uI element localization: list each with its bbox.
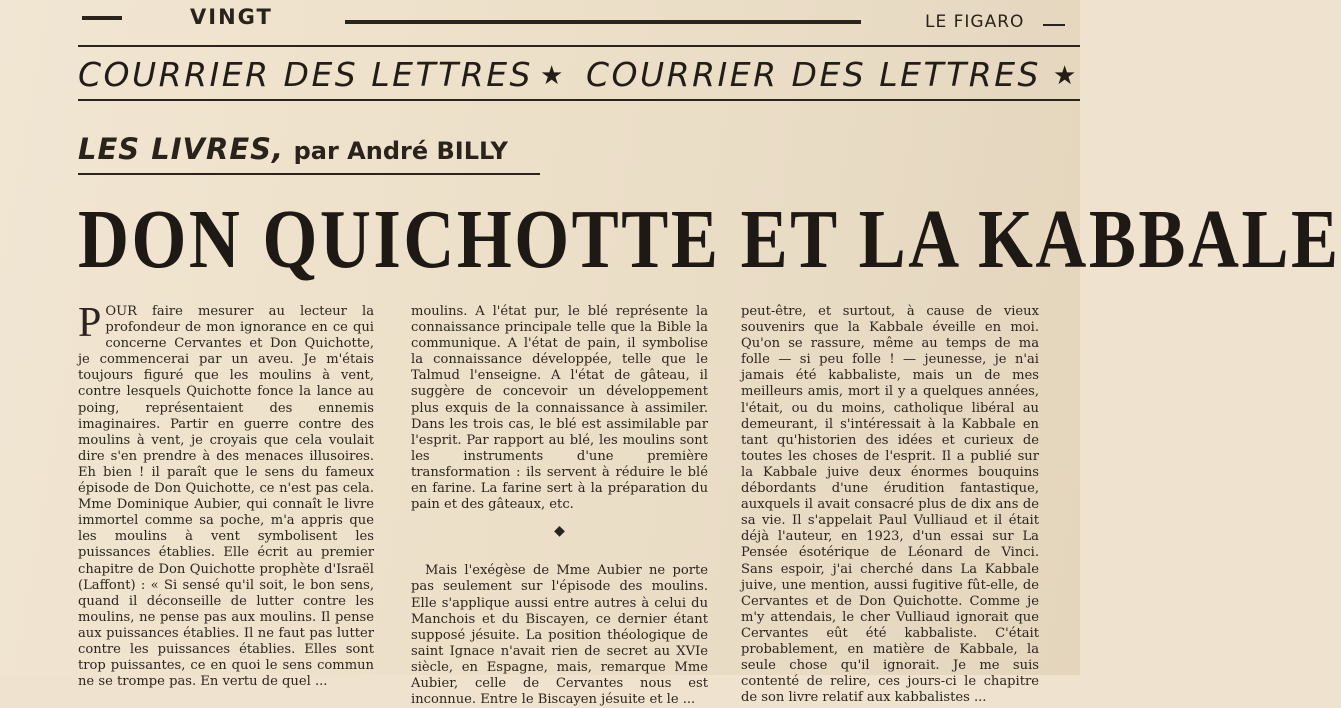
byline-author: par André BILLY: [293, 137, 508, 165]
byline-divider: [78, 173, 540, 175]
byline: [78, 132, 508, 172]
header-dash-left: [82, 16, 122, 20]
article-column-1: [78, 300, 374, 690]
star-icon: ★: [1053, 61, 1079, 91]
article-column-3: [741, 304, 1039, 706]
running-header: [0, 0, 1080, 40]
header-dash-right: [1043, 24, 1065, 26]
rubric-divider: [78, 99, 1080, 101]
drop-cap: P: [78, 300, 102, 346]
paragraph-text: OUR faire mesurer au lecteur la profondeur de mon ignorance en ce qui concerne Cervantes et Don Quichotte, je commencerai par un aveu. Je m'étais toujours figuré que les moulins à vent, contre lesquels Quichotte fonce la lance au poing, représentaient des ennemis imaginaires. Partir en guerre contre des moulins à vent, je croyais que cela voulait dire s'en prendre à des menaces illusoires. Eh bien ! il paraît que le sens du fameux épisode de Don Quichotte, ce n'est pas cela. Mme Dominique Aubier, qui connaît le livre immortel comme sa poche, m'a appris que les moulins à vent symbolisent les puissances établies. Elle écrit au premier chapitre de Don Quichotte prophète d'Israël (Laffont) : « Si sensé qu'il soit, le bon sens, quand il déconseille de lutter contre les moulins, ne pense pas aux moulins. Il pense aux puissances établies. Il ne faut pas lutter contre les puissances établies. Elles sont trop puissantes, ce en quoi le sens commun ne se trompe pas. En vertu de quel ...: [78, 304, 374, 690]
byline-label: LES LIVRES,: [78, 132, 285, 166]
article-headline: DON QUICHOTTE ET LA KABBALE: [78, 193, 1341, 286]
paragraph: [78, 300, 374, 690]
rubric-text-2: COURRIER DES LETTRES: [586, 55, 1042, 94]
star-icon: ★: [540, 61, 566, 91]
newspaper-name: LE FIGARO: [925, 12, 1025, 32]
header-rule: [345, 20, 861, 24]
diamond-ornament-icon: ◆: [554, 523, 565, 540]
section-name: VINGT: [190, 5, 273, 29]
paragraph: peut-être, et surtout, à cause de vieux souvenirs que la Kabbale éveille en moi. Qu'on se rassure, même au temps de ma folle — si peu folle ! — jeunesse, je n'ai jamais été kabbaliste, mais un de mes meilleurs amis, mort il y a quelques années, l'était, ou du moins, catholique libéral au demeurant, il s'intéressait à la Kabbale en tant qu'historien des idées et curieux de toutes les choses de l'esprit. Il a publié sur la Kabbale juive deux énormes bouquins débordants d'une érudition fantastique, auxquels il avait consacré plus de dix ans de sa vie. Il s'appelait Paul Vulliaud et il était déjà l'auteur, en 1923, d'un essai sur La Pensée ésotérique de Léonard de Vinci. Sans espoir, j'ai cherché dans La Kabbale juive, une mention, aussi fugitive fût-elle, de Cervantes et de Don Quichotte. Comme je m'y attendais, le cher Vulliaud ignorait que Cervantes eût été kabbaliste. C'était probablement, en matière de Kabbale, la seule chose qu'il ignorait. Je me suis contenté de relire, ces jours-ci le chapitre de son livre relatif aux kabbalistes ...: [741, 304, 1039, 706]
header-divider: [78, 45, 1080, 47]
rubric-text-1: COURRIER DES LETTRES: [78, 55, 534, 94]
article-column-2: [411, 304, 708, 708]
paragraph: moulins. A l'état pur, le blé représente la connaissance principale telle que la Bible la communique. A l'état de pain, il symbolise la connaissance développée, telle que le Talmud l'enseigne. A l'état de gâteau, il suggère de concevoir un développement plus exquis de la connaissance à assimiler. Dans les trois cas, le blé est assimilable par l'esprit. Par rapport au blé, les moulins sont les instruments d'une première transformation : ils servent à réduire le blé en farine. La farine sert à la préparation du pain et des gâteaux, etc.: [411, 304, 708, 513]
rubric-banner: [78, 55, 1080, 99]
paragraph: Mais l'exégèse de Mme Aubier ne porte pas seulement sur l'épisode des moulins. Elle s'applique aussi entre autres à celui du Manchois et du Biscayen, ce dernier étant supposé jésuite. La position théologique de saint Ignace n'avait rien de secret au XVIe siècle, en Espagne, mais, remarque Mme Aubier, celle de Cervantes nous est inconnue. Entre le Biscayen jésuite et le ...: [411, 563, 708, 708]
